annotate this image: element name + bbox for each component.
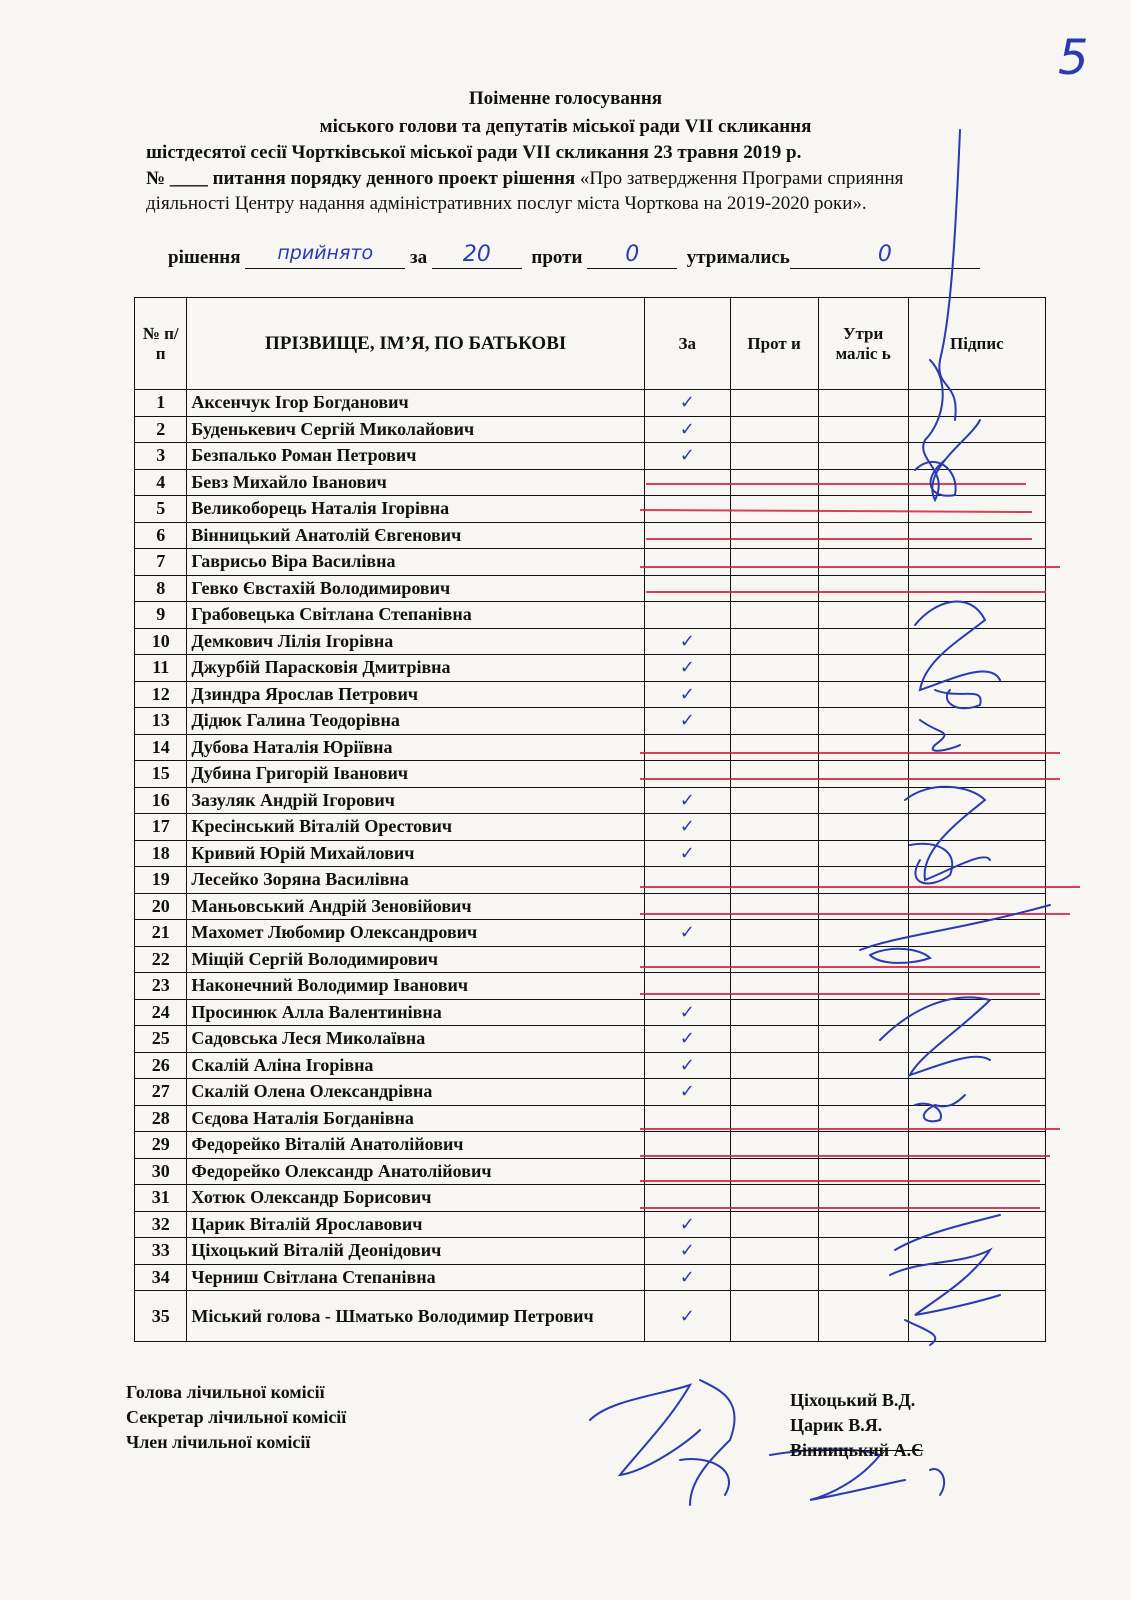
row-number: 30 xyxy=(135,1158,187,1185)
vote-against-cell xyxy=(730,814,818,841)
session-line: шістдесятої сесії Чортківської міської ради VII скликання 23 травня 2019 р. xyxy=(146,142,802,163)
vote-abstain-cell xyxy=(818,681,908,708)
deputy-name: Просинюк Алла Валентинівна xyxy=(187,999,645,1026)
deputy-name: Буденькевич Сергій Миколайович xyxy=(187,416,645,443)
vote-for-mark: ✓ xyxy=(644,1079,730,1106)
row-number: 5 xyxy=(135,496,187,523)
vote-abstain-cell xyxy=(818,787,908,814)
row-number: 3 xyxy=(135,443,187,470)
col-signature-header: Підпис xyxy=(908,298,1045,390)
vote-against-cell xyxy=(730,1079,818,1106)
deputy-name: Демкович Лілія Ігорівна xyxy=(187,628,645,655)
row-number: 12 xyxy=(135,681,187,708)
signature-cell xyxy=(908,999,1045,1026)
signature-cell xyxy=(908,893,1045,920)
signature-cell xyxy=(908,416,1045,443)
table-row xyxy=(135,628,1046,655)
deputy-name: Дзиндра Ярослав Петрович xyxy=(187,681,645,708)
row-number: 31 xyxy=(135,1185,187,1212)
strike-line xyxy=(646,483,1026,485)
row-number: 17 xyxy=(135,814,187,841)
vote-for-mark xyxy=(644,575,730,602)
strike-line xyxy=(640,1207,1040,1209)
signature-cell xyxy=(908,390,1045,417)
signature-cell xyxy=(908,787,1045,814)
strike-line xyxy=(640,778,1060,780)
table-header-row xyxy=(135,298,1046,390)
strike-line xyxy=(640,886,1080,888)
vote-against-cell xyxy=(730,840,818,867)
row-number: 29 xyxy=(135,1132,187,1159)
name-chair: Ціхоцький В.Д. xyxy=(790,1390,916,1410)
row-number: 28 xyxy=(135,1105,187,1132)
strike-line xyxy=(646,591,1046,593)
vote-against-cell xyxy=(730,1238,818,1265)
vote-abstain-cell xyxy=(818,602,908,629)
project-title-part2: діяльності Центру надання адміністративних послуг міста Чорткова на 2019-2020 роки». xyxy=(146,193,867,214)
deputy-name: Великоборець Наталія Ігорівна xyxy=(187,496,645,523)
abstain-value: 0 xyxy=(790,242,980,269)
signature-cell xyxy=(908,443,1045,470)
table-row xyxy=(135,946,1046,973)
deputy-name: Вінницький Анатолій Євгенович xyxy=(187,522,645,549)
vote-against-cell xyxy=(730,1264,818,1291)
table-row xyxy=(135,416,1046,443)
vote-abstain-cell xyxy=(818,867,908,894)
vote-abstain-cell xyxy=(818,708,908,735)
deputy-name: Скалій Олена Олександрівна xyxy=(187,1079,645,1106)
signature-cell xyxy=(908,602,1045,629)
vote-against-cell xyxy=(730,655,818,682)
signature-cell xyxy=(908,814,1045,841)
deputy-name: Джурбій Парасковія Дмитрівна xyxy=(187,655,645,682)
table-row xyxy=(135,734,1046,761)
signature-cell xyxy=(908,522,1045,549)
deputy-name: Царик Віталій Ярославович xyxy=(187,1211,645,1238)
table-row xyxy=(135,1079,1046,1106)
vote-against-cell xyxy=(730,946,818,973)
deputy-name: Наконечний Володимир Іванович xyxy=(187,973,645,1000)
deputy-name: Аксенчук Ігор Богданович xyxy=(187,390,645,417)
vote-against-cell xyxy=(730,920,818,947)
vote-against-cell xyxy=(730,1026,818,1053)
counting-commission-names xyxy=(790,1388,923,1463)
signature-cell xyxy=(908,973,1045,1000)
vote-abstain-cell xyxy=(818,814,908,841)
strike-line xyxy=(640,566,1060,568)
table-row xyxy=(135,920,1046,947)
row-number: 27 xyxy=(135,1079,187,1106)
vote-against-cell xyxy=(730,1291,818,1342)
table-row xyxy=(135,496,1046,523)
vote-abstain-cell xyxy=(818,1291,908,1342)
vote-for-mark: ✓ xyxy=(644,1052,730,1079)
strike-line xyxy=(640,752,1060,754)
vote-against-cell xyxy=(730,761,818,788)
signature-cell xyxy=(908,655,1045,682)
signature-cell xyxy=(908,946,1045,973)
decision-label: рішення xyxy=(168,247,241,268)
table-row xyxy=(135,1291,1046,1342)
deputy-name: Махомет Любомир Олександрович xyxy=(187,920,645,947)
vote-for-mark: ✓ xyxy=(644,1264,730,1291)
vote-against-cell xyxy=(730,522,818,549)
deputy-name: Дубова Наталія Юріївна xyxy=(187,734,645,761)
row-number: 22 xyxy=(135,946,187,973)
vote-abstain-cell xyxy=(818,575,908,602)
table-row xyxy=(135,867,1046,894)
role-secretary: Секретар лічильної комісії xyxy=(126,1407,347,1427)
vote-against-cell xyxy=(730,628,818,655)
vote-for-mark: ✓ xyxy=(644,655,730,682)
name-member: Вінницький А.Є xyxy=(790,1440,924,1460)
agenda-prefix: № ____ питання порядку денного проект рішення xyxy=(146,168,576,189)
row-number: 21 xyxy=(135,920,187,947)
vote-for-mark: ✓ xyxy=(644,787,730,814)
vote-abstain-cell xyxy=(818,946,908,973)
deputy-name: Безпалько Роман Петрович xyxy=(187,443,645,470)
vote-for-mark: ✓ xyxy=(644,628,730,655)
vote-abstain-cell xyxy=(818,1211,908,1238)
deputy-name: Міський голова - Шматько Володимир Петрович xyxy=(187,1291,645,1342)
page-number: 5 xyxy=(1058,30,1089,86)
vote-for-mark xyxy=(644,602,730,629)
vote-against-cell xyxy=(730,1052,818,1079)
strike-line xyxy=(640,966,1040,968)
vote-for-mark: ✓ xyxy=(644,840,730,867)
vote-abstain-cell xyxy=(818,522,908,549)
vote-abstain-cell xyxy=(818,496,908,523)
deputy-name: Федорейко Олександр Анатолійович xyxy=(187,1158,645,1185)
deputy-name: Міщій Сергій Володимирович xyxy=(187,946,645,973)
deputy-name: Гаврисьо Віра Василівна xyxy=(187,549,645,576)
vote-for-mark xyxy=(644,522,730,549)
deputy-name: Садовська Леся Миколаївна xyxy=(187,1026,645,1053)
table-row xyxy=(135,522,1046,549)
row-number: 23 xyxy=(135,973,187,1000)
deputy-name: Кресінський Віталій Орестович xyxy=(187,814,645,841)
row-number: 7 xyxy=(135,549,187,576)
vote-against-cell xyxy=(730,973,818,1000)
col-name-header: ПРІЗВИЩЕ, ІМ’Я, ПО БАТЬКОВІ xyxy=(187,298,645,390)
vote-abstain-cell xyxy=(818,1052,908,1079)
vote-for-mark xyxy=(644,893,730,920)
vote-against-cell xyxy=(730,416,818,443)
against-value: 0 xyxy=(587,242,677,269)
signature-cell xyxy=(908,708,1045,735)
vote-for-mark: ✓ xyxy=(644,1291,730,1342)
vote-against-cell xyxy=(730,549,818,576)
vote-abstain-cell xyxy=(818,1079,908,1106)
row-number: 20 xyxy=(135,893,187,920)
table-row xyxy=(135,1026,1046,1053)
deputy-name: Гевко Євстахій Володимирович xyxy=(187,575,645,602)
signature-cell xyxy=(908,1026,1045,1053)
signature-cell xyxy=(908,1238,1045,1265)
vote-abstain-cell xyxy=(818,390,908,417)
signature-cell xyxy=(908,761,1045,788)
agenda-line xyxy=(146,168,903,190)
signature-cell xyxy=(908,1211,1045,1238)
vote-against-cell xyxy=(730,734,818,761)
table-row xyxy=(135,390,1046,417)
for-label: за xyxy=(410,247,428,268)
table-row xyxy=(135,708,1046,735)
col-against-header: Прот и xyxy=(730,298,818,390)
vote-for-mark: ✓ xyxy=(644,416,730,443)
vote-abstain-cell xyxy=(818,734,908,761)
row-number: 14 xyxy=(135,734,187,761)
signature-cell xyxy=(908,496,1045,523)
role-chair: Голова лічильної комісії xyxy=(126,1382,325,1402)
vote-abstain-cell xyxy=(818,920,908,947)
table-row xyxy=(135,893,1046,920)
table-row xyxy=(135,549,1046,576)
vote-against-cell xyxy=(730,681,818,708)
row-number: 18 xyxy=(135,840,187,867)
vote-against-cell xyxy=(730,602,818,629)
role-member: Член лічильної комісії xyxy=(126,1432,311,1452)
deputy-name: Ціхоцький Віталій Деонідович xyxy=(187,1238,645,1265)
deputy-name: Лесейко Зоряна Василівна xyxy=(187,867,645,894)
vote-against-cell xyxy=(730,575,818,602)
counting-commission-roles xyxy=(126,1380,346,1455)
signature-cell xyxy=(908,1291,1045,1342)
table-row xyxy=(135,1211,1046,1238)
deputy-name: Сєдова Наталія Богданівна xyxy=(187,1105,645,1132)
table-row xyxy=(135,814,1046,841)
vote-abstain-cell xyxy=(818,655,908,682)
col-abstain-header: Утри маліс ь xyxy=(818,298,908,390)
row-number: 24 xyxy=(135,999,187,1026)
vote-against-cell xyxy=(730,443,818,470)
strike-line xyxy=(640,993,1040,995)
vote-against-cell xyxy=(730,999,818,1026)
vote-against-cell xyxy=(730,708,818,735)
vote-abstain-cell xyxy=(818,1238,908,1265)
strike-line xyxy=(640,1128,1060,1130)
deputy-name: Грабовецька Світлана Степанівна xyxy=(187,602,645,629)
deputy-name: Дубина Григорій Іванович xyxy=(187,761,645,788)
row-number: 26 xyxy=(135,1052,187,1079)
row-number: 10 xyxy=(135,628,187,655)
row-number: 16 xyxy=(135,787,187,814)
row-number: 6 xyxy=(135,522,187,549)
document-title: Поіменне голосування xyxy=(468,88,663,109)
table-row xyxy=(135,761,1046,788)
vote-for-mark: ✓ xyxy=(644,814,730,841)
row-number: 4 xyxy=(135,469,187,496)
table-row xyxy=(135,999,1046,1026)
vote-for-mark: ✓ xyxy=(644,443,730,470)
col-for-header: За xyxy=(644,298,730,390)
table-row xyxy=(135,443,1046,470)
vote-abstain-cell xyxy=(818,628,908,655)
vote-against-cell xyxy=(730,867,818,894)
vote-for-mark xyxy=(644,761,730,788)
signature-cell xyxy=(908,1079,1045,1106)
deputy-name: Бевз Михайло Іванович xyxy=(187,469,645,496)
table-row xyxy=(135,655,1046,682)
row-number: 25 xyxy=(135,1026,187,1053)
deputy-name: Хотюк Олександр Борисович xyxy=(187,1185,645,1212)
vote-abstain-cell xyxy=(818,999,908,1026)
row-number: 33 xyxy=(135,1238,187,1265)
vote-for-mark: ✓ xyxy=(644,999,730,1026)
vote-against-cell xyxy=(730,787,818,814)
vote-abstain-cell xyxy=(818,840,908,867)
row-number: 13 xyxy=(135,708,187,735)
table-row xyxy=(135,1052,1046,1079)
against-label: проти xyxy=(531,247,583,268)
vote-abstain-cell xyxy=(818,443,908,470)
deputy-name: Федорейко Віталій Анатолійович xyxy=(187,1132,645,1159)
vote-against-cell xyxy=(730,390,818,417)
vote-for-mark: ✓ xyxy=(644,920,730,947)
vote-abstain-cell xyxy=(818,416,908,443)
document-subtitle: міського голови та депутатів міської ради VII скликання xyxy=(319,116,812,137)
vote-for-mark xyxy=(644,973,730,1000)
table-row xyxy=(135,1238,1046,1265)
decision-summary xyxy=(168,242,980,269)
row-number: 2 xyxy=(135,416,187,443)
strike-line xyxy=(646,538,1032,540)
vote-for-mark: ✓ xyxy=(644,1238,730,1265)
vote-for-mark: ✓ xyxy=(644,681,730,708)
table-row xyxy=(135,602,1046,629)
strike-line xyxy=(640,1180,1040,1182)
signature-cell xyxy=(908,575,1045,602)
vote-for-mark: ✓ xyxy=(644,1211,730,1238)
deputy-name: Дідюк Галина Теодорівна xyxy=(187,708,645,735)
vote-for-mark: ✓ xyxy=(644,708,730,735)
vote-abstain-cell xyxy=(818,549,908,576)
abstain-label: утримались xyxy=(686,247,790,268)
vote-abstain-cell xyxy=(818,893,908,920)
table-row xyxy=(135,575,1046,602)
for-value: 20 xyxy=(432,242,522,269)
vote-table xyxy=(134,297,1046,1342)
table-row xyxy=(135,1264,1046,1291)
strike-line xyxy=(640,1155,1050,1157)
vote-abstain-cell xyxy=(818,973,908,1000)
deputy-name: Зазуляк Андрій Ігорович xyxy=(187,787,645,814)
signature-cell xyxy=(908,920,1045,947)
vote-for-mark xyxy=(644,549,730,576)
vote-for-mark: ✓ xyxy=(644,390,730,417)
vote-abstain-cell xyxy=(818,1026,908,1053)
signature-cell xyxy=(908,549,1045,576)
vote-against-cell xyxy=(730,893,818,920)
row-number: 15 xyxy=(135,761,187,788)
deputy-name: Кривий Юрій Михайлович xyxy=(187,840,645,867)
row-number: 34 xyxy=(135,1264,187,1291)
row-number: 19 xyxy=(135,867,187,894)
name-secretary: Царик В.Я. xyxy=(790,1415,883,1435)
vote-for-mark xyxy=(644,946,730,973)
row-number: 11 xyxy=(135,655,187,682)
deputy-name: Черниш Світлана Степанівна xyxy=(187,1264,645,1291)
table-row xyxy=(135,681,1046,708)
decision-value: прийнято xyxy=(245,242,405,269)
row-number: 1 xyxy=(135,390,187,417)
row-number: 32 xyxy=(135,1211,187,1238)
col-num-header: № п/п xyxy=(135,298,187,390)
vote-abstain-cell xyxy=(818,761,908,788)
project-title-part1: «Про затвердження Програми сприяння xyxy=(579,168,904,189)
signature-cell xyxy=(908,1052,1045,1079)
table-row xyxy=(135,840,1046,867)
signature-cell xyxy=(908,734,1045,761)
table-row xyxy=(135,787,1046,814)
row-number: 9 xyxy=(135,602,187,629)
vote-for-mark xyxy=(644,867,730,894)
row-number: 8 xyxy=(135,575,187,602)
signature-cell xyxy=(908,628,1045,655)
vote-for-mark: ✓ xyxy=(644,1026,730,1053)
vote-against-cell xyxy=(730,1211,818,1238)
table-row xyxy=(135,973,1046,1000)
vote-abstain-cell xyxy=(818,1264,908,1291)
deputy-name: Маньовський Андрій Зеновійович xyxy=(187,893,645,920)
signature-cell xyxy=(908,681,1045,708)
vote-for-mark xyxy=(644,734,730,761)
signature-cell xyxy=(908,840,1045,867)
strike-line xyxy=(640,913,1070,915)
signature-cell xyxy=(908,1264,1045,1291)
signature-cell xyxy=(908,867,1045,894)
deputy-name: Скалій Аліна Ігорівна xyxy=(187,1052,645,1079)
row-number: 35 xyxy=(135,1291,187,1342)
